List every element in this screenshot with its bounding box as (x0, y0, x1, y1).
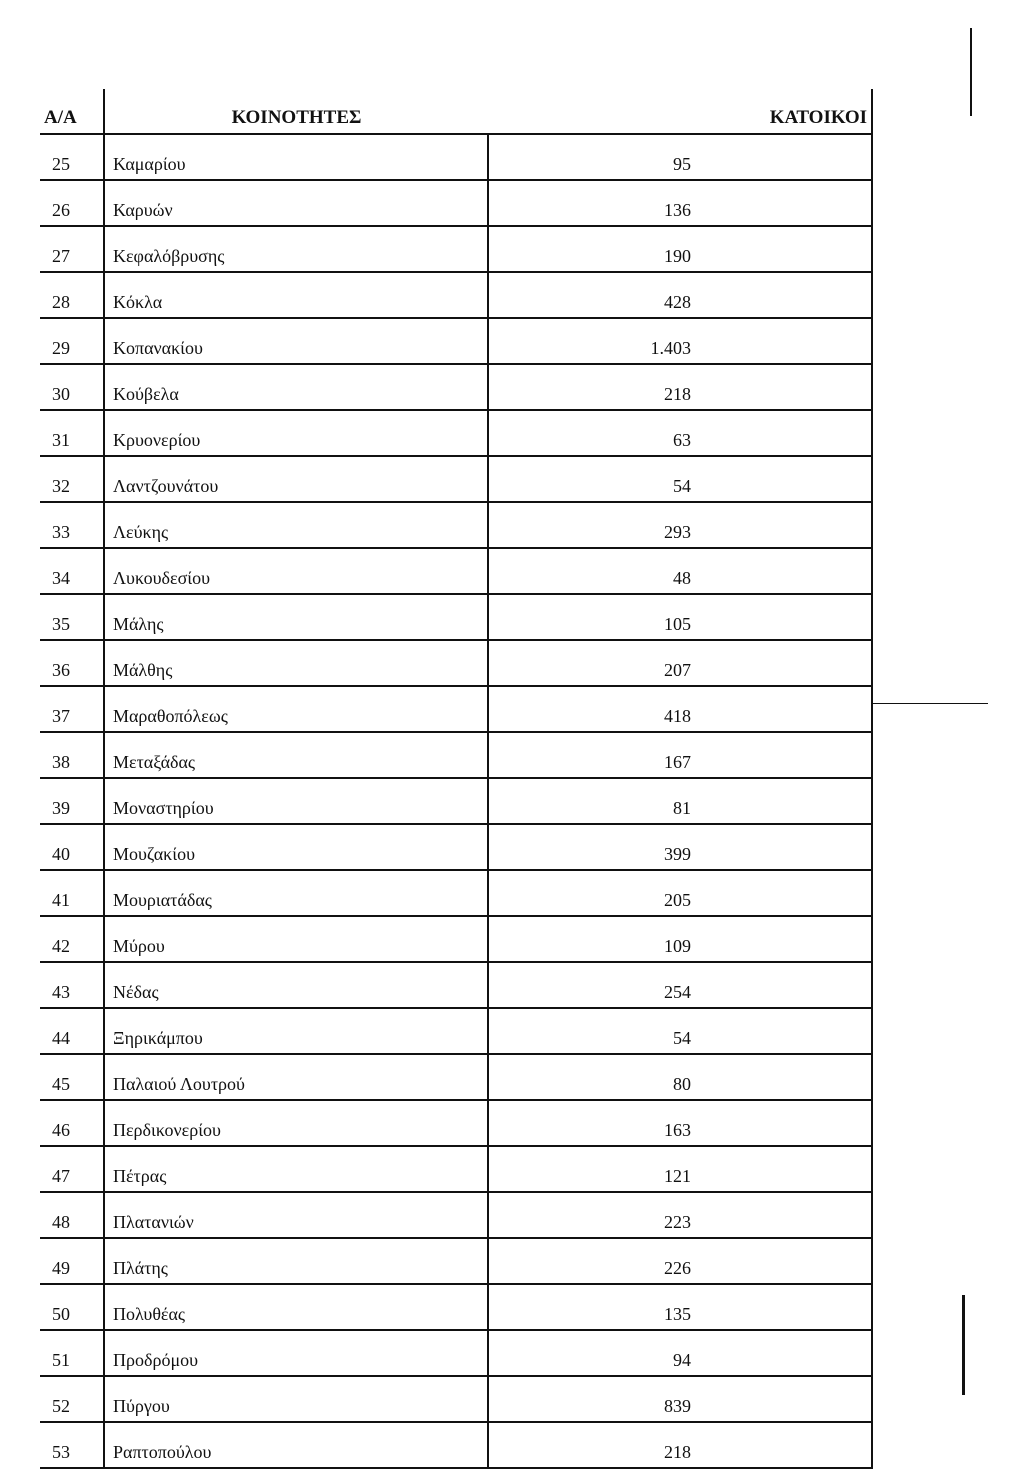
row-number: 52 (40, 1376, 104, 1422)
table-row (40, 272, 872, 318)
table-row (40, 1376, 872, 1422)
row-community: Ραπτοπούλου (104, 1422, 488, 1468)
row-community: Μοναστηρίου (104, 778, 488, 824)
table-row (40, 134, 872, 180)
table-row (40, 1008, 872, 1054)
row-residents: 80 (488, 1054, 872, 1100)
row-number: 50 (40, 1284, 104, 1330)
row-number: 30 (40, 364, 104, 410)
scan-mark-line (872, 703, 988, 704)
row-community: Μεταξάδας (104, 732, 488, 778)
table-row (40, 824, 872, 870)
row-number: 38 (40, 732, 104, 778)
table-row (40, 916, 872, 962)
row-number: 49 (40, 1238, 104, 1284)
table-row (40, 1054, 872, 1100)
row-community: Λυκουδεσίου (104, 548, 488, 594)
row-number: 41 (40, 870, 104, 916)
table-row (40, 548, 872, 594)
row-residents: 207 (488, 640, 872, 686)
row-community: Πλάτης (104, 1238, 488, 1284)
table-row (40, 732, 872, 778)
row-residents: 121 (488, 1146, 872, 1192)
row-number: 47 (40, 1146, 104, 1192)
table-row (40, 594, 872, 640)
row-community: Νέδας (104, 962, 488, 1008)
row-number: 29 (40, 318, 104, 364)
row-residents: 223 (488, 1192, 872, 1238)
row-community: Περδικονερίου (104, 1100, 488, 1146)
row-number: 42 (40, 916, 104, 962)
table-row (40, 1146, 872, 1192)
table-row (40, 410, 872, 456)
row-community: Πλατανιών (104, 1192, 488, 1238)
row-number: 44 (40, 1008, 104, 1054)
row-number: 33 (40, 502, 104, 548)
row-residents: 218 (488, 364, 872, 410)
row-number: 34 (40, 548, 104, 594)
table-row (40, 318, 872, 364)
row-community: Μάλης (104, 594, 488, 640)
row-residents: 48 (488, 548, 872, 594)
row-community: Μύρου (104, 916, 488, 962)
row-community: Κοπανακίου (104, 318, 488, 364)
row-residents: 63 (488, 410, 872, 456)
row-community: Πύργου (104, 1376, 488, 1422)
table-body (40, 134, 872, 1468)
row-residents: 254 (488, 962, 872, 1008)
row-number: 51 (40, 1330, 104, 1376)
row-residents: 94 (488, 1330, 872, 1376)
row-residents: 54 (488, 1008, 872, 1054)
row-community: Πέτρας (104, 1146, 488, 1192)
row-number: 37 (40, 686, 104, 732)
header-row (40, 89, 872, 134)
header-community: ΚΟΙΝΟΤΗΤΕΣ (104, 89, 488, 134)
row-number: 27 (40, 226, 104, 272)
table-row (40, 1100, 872, 1146)
row-residents: 167 (488, 732, 872, 778)
row-community: Κρυονερίου (104, 410, 488, 456)
scan-mark-bottom (962, 1295, 965, 1395)
header-residents: ΚΑΤΟΙΚΟΙ (488, 89, 872, 134)
row-number: 39 (40, 778, 104, 824)
row-community: Μαραθοπόλεως (104, 686, 488, 732)
row-number: 36 (40, 640, 104, 686)
table-row (40, 778, 872, 824)
row-residents: 839 (488, 1376, 872, 1422)
table-row (40, 502, 872, 548)
row-community: Κούβελα (104, 364, 488, 410)
row-residents: 135 (488, 1284, 872, 1330)
table-row (40, 364, 872, 410)
row-community: Καρυών (104, 180, 488, 226)
table-row (40, 456, 872, 502)
row-community: Πολυθέας (104, 1284, 488, 1330)
header-number: Α/Α (40, 89, 104, 134)
row-number: 53 (40, 1422, 104, 1468)
row-number: 48 (40, 1192, 104, 1238)
communities-table (40, 89, 873, 1469)
row-number: 35 (40, 594, 104, 640)
row-number: 28 (40, 272, 104, 318)
table-row (40, 962, 872, 1008)
row-residents: 418 (488, 686, 872, 732)
row-number: 45 (40, 1054, 104, 1100)
row-residents: 105 (488, 594, 872, 640)
row-number: 32 (40, 456, 104, 502)
table-row (40, 1192, 872, 1238)
row-number: 43 (40, 962, 104, 1008)
table-header (40, 89, 872, 134)
row-community: Κόκλα (104, 272, 488, 318)
row-residents: 218 (488, 1422, 872, 1468)
table-row (40, 180, 872, 226)
row-residents: 95 (488, 134, 872, 180)
table-row (40, 870, 872, 916)
row-community: Μουζακίου (104, 824, 488, 870)
scan-mark-top (970, 28, 972, 116)
table-row (40, 1284, 872, 1330)
row-number: 31 (40, 410, 104, 456)
table-row (40, 1330, 872, 1376)
row-residents: 293 (488, 502, 872, 548)
row-residents: 190 (488, 226, 872, 272)
table-row (40, 1238, 872, 1284)
row-community: Μουριατάδας (104, 870, 488, 916)
row-residents: 399 (488, 824, 872, 870)
row-residents: 136 (488, 180, 872, 226)
row-community: Ξηρικάμπου (104, 1008, 488, 1054)
table-row (40, 640, 872, 686)
row-number: 25 (40, 134, 104, 180)
row-residents: 54 (488, 456, 872, 502)
table-row (40, 686, 872, 732)
row-number: 46 (40, 1100, 104, 1146)
row-residents: 163 (488, 1100, 872, 1146)
row-residents: 1.403 (488, 318, 872, 364)
row-community: Κεφαλόβρυσης (104, 226, 488, 272)
row-residents: 226 (488, 1238, 872, 1284)
row-number: 26 (40, 180, 104, 226)
table-row (40, 226, 872, 272)
row-residents: 109 (488, 916, 872, 962)
row-residents: 428 (488, 272, 872, 318)
table-row (40, 1422, 872, 1468)
row-community: Καμαρίου (104, 134, 488, 180)
row-number: 40 (40, 824, 104, 870)
row-community: Λαντζουνάτου (104, 456, 488, 502)
row-residents: 81 (488, 778, 872, 824)
row-community: Προδρόμου (104, 1330, 488, 1376)
row-community: Λεύκης (104, 502, 488, 548)
row-community: Μάλθης (104, 640, 488, 686)
row-community: Παλαιού Λουτρού (104, 1054, 488, 1100)
row-residents: 205 (488, 870, 872, 916)
